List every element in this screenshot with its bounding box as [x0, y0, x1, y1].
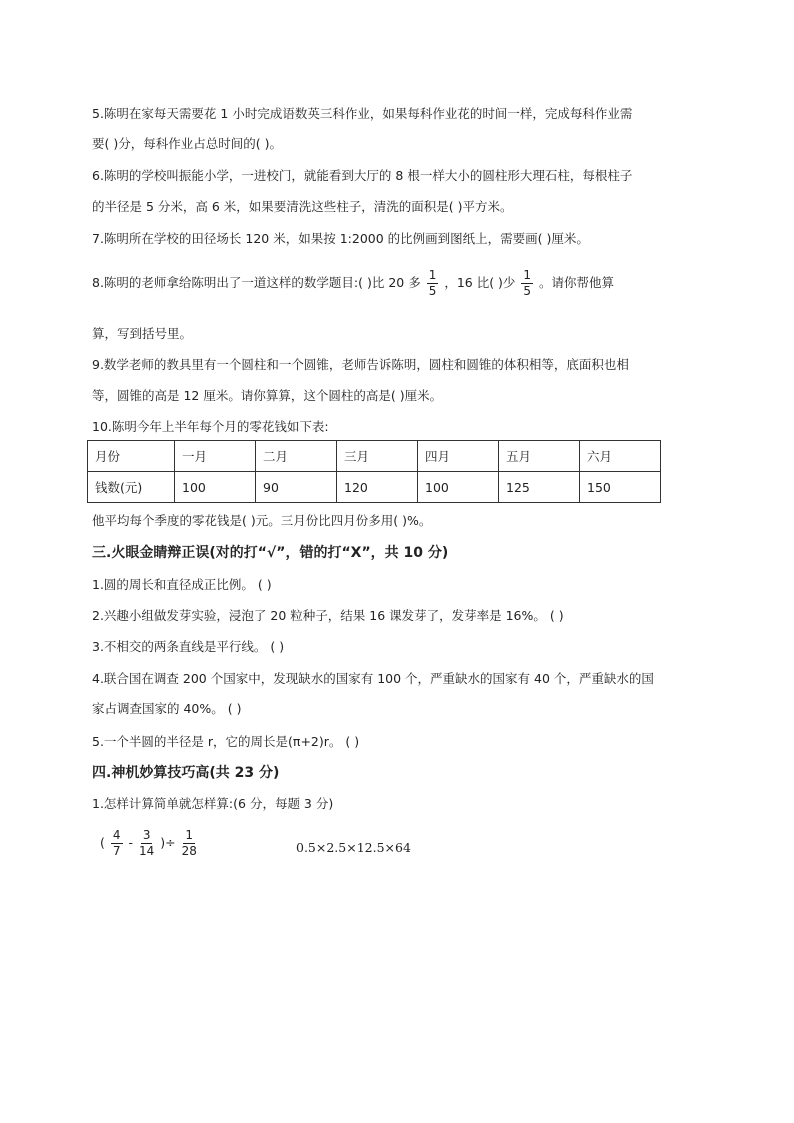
- table-cell: 钱数(元): [88, 472, 175, 503]
- q7-line1: 7.陈明所在学校的田径场长 120 米，如果按 1:2000 的比例画到图纸上，需要画( )厘米。: [92, 231, 589, 246]
- q10-line1: 10.陈明今年上半年每个月的零花钱如下表:: [92, 419, 329, 434]
- q8-post: 。请你帮他算: [539, 275, 615, 290]
- q8-frac2-numerator: 1: [523, 268, 532, 282]
- table-cell: 120: [337, 472, 418, 503]
- section3-item-4-cont: 家占调查国家的 40%。 ( ): [92, 701, 242, 716]
- expr1-b-numerator: 3: [142, 828, 151, 842]
- expr1-c-numerator: 1: [185, 828, 194, 842]
- expr1-close-divide: )÷: [160, 835, 176, 850]
- table-header-row: [88, 441, 661, 472]
- expression-1: [100, 828, 199, 859]
- section4-sub: 1.怎样计算简单就怎样算:(6 分，每题 3 分): [92, 796, 334, 811]
- q6-line1: 6.陈明的学校叫振能小学，一进校门，就能看到大厅的 8 根一样大小的圆柱形大理石柱，每根柱子: [92, 168, 633, 183]
- expr1-a-denominator: 7: [112, 844, 121, 858]
- table-cell: 三月: [337, 441, 418, 472]
- section4-title: 四.神机妙算技巧高(共 23 分): [92, 765, 280, 781]
- q9-line2: 等，圆锥的高是 12 厘米。请你算算，这个圆柱的高是( )厘米。: [92, 388, 443, 403]
- table-cell: 125: [499, 472, 580, 503]
- q8-pre: 8.陈明的老师拿给陈明出了一道这样的数学题目:( )比 20 多: [92, 275, 421, 290]
- section3-title: 三.火眼金睛辩正误(对的打“√”，错的打“X”，共 10 分): [92, 545, 449, 561]
- expr1-b-denominator: 14: [139, 844, 155, 858]
- section3-item-2: 2.兴趣小组做发芽实验，浸泡了 20 粒种子，结果 16 课发芽了，发芽率是 16%。 ( ): [92, 608, 564, 623]
- q8-frac2-denominator: 5: [523, 284, 532, 298]
- table-cell: 100: [175, 472, 256, 503]
- q8-line1: [92, 268, 614, 299]
- expr1-minus: -: [128, 835, 134, 850]
- q10-after: 他平均每个季度的零花钱是( )元。三月份比四月份多用( )%。: [92, 513, 432, 528]
- q8-frac1-denominator: 5: [428, 284, 437, 298]
- q6-line2: 的半径是 5 分米，高 6 米，如果要清洗这些柱子，清洗的面积是( )平方米。: [92, 199, 513, 214]
- q8-fraction-2: [521, 268, 533, 299]
- expr1-open-paren: (: [100, 835, 105, 850]
- table-row: [88, 472, 661, 503]
- q8-frac1-numerator: 1: [428, 268, 437, 282]
- table-cell: 月份: [88, 441, 175, 472]
- table-cell: 一月: [175, 441, 256, 472]
- allowance-table: [87, 440, 661, 503]
- table-cell: 150: [580, 472, 661, 503]
- table-cell: 五月: [499, 441, 580, 472]
- section3-item-1: 1.圆的周长和直径成正比例。 ( ): [92, 577, 272, 592]
- expr1-fraction-a: [111, 828, 123, 859]
- section3-item-3: 3.不相交的两条直线是平行线。 ( ): [92, 639, 285, 654]
- q8-fraction-1: [427, 268, 439, 299]
- table-cell: 六月: [580, 441, 661, 472]
- section3-item-4: 4.联合国在调查 200 个国家中，发现缺水的国家有 100 个，严重缺水的国家有 40 个，严重缺水的国: [92, 671, 654, 686]
- expr1-fraction-b: [139, 828, 154, 859]
- q5-line2: 要( )分，每科作业占总时间的( )。: [92, 136, 282, 151]
- expr1-a-numerator: 4: [112, 828, 121, 842]
- expression-2: 0.5×2.5×12.5×64: [296, 840, 411, 855]
- q8-mid: ，16 比( )少: [444, 275, 516, 290]
- q5-line1: 5.陈明在家每天需要花 1 小时完成语数英三科作业，如果每科作业花的时间一样，完成每科作业需: [92, 106, 633, 121]
- section3-item-5: 5.一个半圆的半径是 r，它的周长是(π+2)r。 ( ): [92, 734, 360, 749]
- q8-line2: 算，写到括号里。: [92, 326, 193, 341]
- table-cell: 100: [418, 472, 499, 503]
- q9-line1: 9.数学老师的教具里有一个圆柱和一个圆锥，老师告诉陈明，圆柱和圆锥的体积相等，底面积也相: [92, 357, 629, 372]
- table-cell: 二月: [256, 441, 337, 472]
- expr1-fraction-c: [182, 828, 197, 859]
- expr1-c-denominator: 28: [181, 844, 197, 858]
- table-cell: 90: [256, 472, 337, 503]
- table-cell: 四月: [418, 441, 499, 472]
